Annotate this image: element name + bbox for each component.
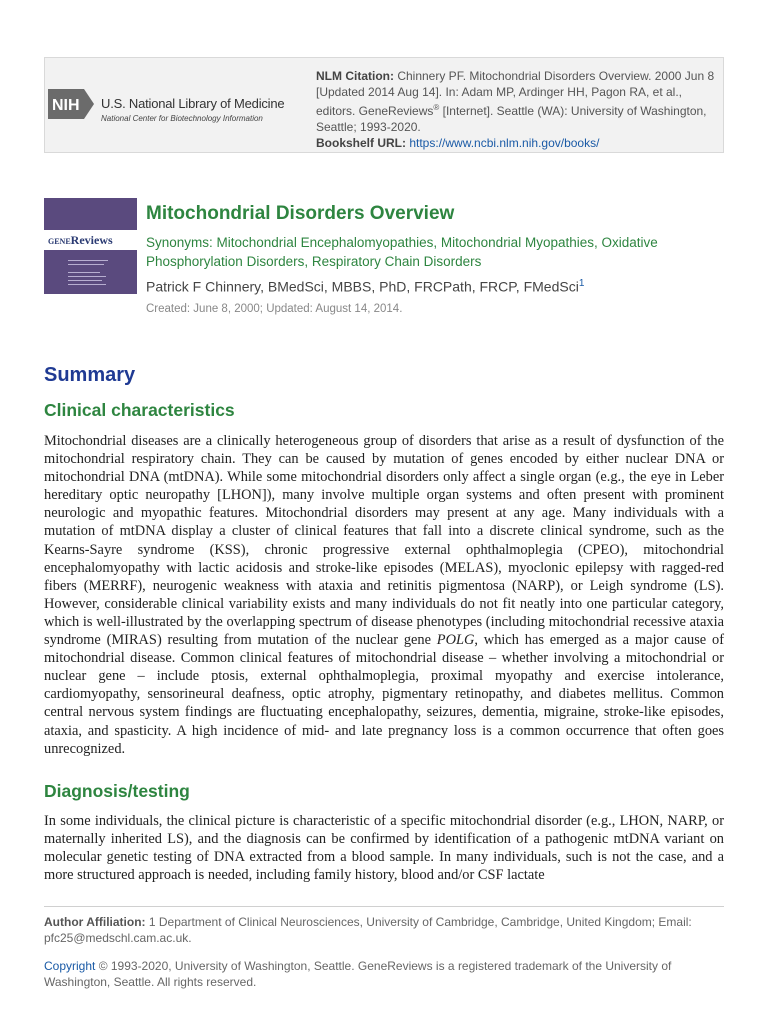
cover-line: [68, 272, 100, 273]
cover-gene: GENE: [48, 237, 71, 246]
author-names: Patrick F Chinnery, BMedSci, MBBS, PhD, FRCPath, FRCP, FMedSci: [146, 278, 579, 295]
org-subtitle: National Center for Biotechnology Information: [101, 114, 263, 123]
cover-line: [68, 264, 104, 265]
summary-heading: Summary: [44, 364, 136, 386]
cover-title: [48, 233, 113, 248]
copyright-link[interactable]: Copyright: [44, 959, 96, 973]
cover-line: [68, 284, 106, 285]
synonyms: Synonyms: Mitochondrial Encephalomyopathies, Mitochondrial Myopathies, Oxidative Phosphorylation Disorders, Respiratory Chain Disorders: [146, 235, 658, 269]
citation-body-1: Chinnery PF. Mitochondrial Disorders Overview. 2000 Jun 8 [Updated 2014 Aug 14]. In: Adam MP, Ardinger HH, Pagon RA, et al., editors. GeneReviews: [316, 69, 715, 118]
authors: [146, 278, 584, 295]
cover-line: [68, 276, 106, 277]
clinical-text-part-2: , which has emerged as a major cause of mitochondrial disease. Common clinical features of mitochondrial disease – whether involving a mitochondrial or nuclear gene – include ptosis, external ophthalmoplegia, proximal myopathy and exercise intolerance, cardiomyopathy, sensorineural deafness, optic atrophy, pigmentary retinopathy, and diabetes mellitus. Common central nervous system findings are fluctuating encephalopathy, seizures, dementia, migraine, stroke-like episodes, ataxia, and spasticity. A high incidence of mid- and late pregnancy loss is a common occurrence that often goes unrecognized.: [44, 632, 724, 757]
author-affiliation: [44, 914, 724, 946]
cover-reviews: Reviews: [70, 233, 113, 247]
citation-text: [316, 68, 721, 151]
gene-name: POLG: [436, 632, 475, 649]
citation-box: [44, 57, 724, 153]
diagnosis-testing-text: In some individuals, the clinical picture is characteristic of a specific mitochondrial disorder (e.g., LHON, NARP, or maternally inherited LS), and the diagnosis can be confirmed by identification of a pathogenic mtDNA variant on molecular genetic testing of DNA extracted from a blood sample. In many individuals, such is not the case, and a more structured approach is needed, including family history, blood and/or CSF lactate: [44, 813, 724, 884]
nih-logo-text: NIH: [52, 97, 80, 114]
genereviews-cover: [44, 198, 137, 294]
affiliation-text: 1 Department of Clinical Neurosciences, University of Cambridge, Cambridge, United Kingdom; Email: pfc25@medschl.cam.ac.uk.: [44, 915, 692, 945]
citation-body-2: [Internet]. Seattle (WA): University of Washington, Seattle; 1993-2020.: [316, 104, 707, 134]
affiliation-link[interactable]: 1: [578, 278, 585, 289]
footer-divider: [44, 906, 724, 907]
org-name: U.S. National Library of Medicine: [101, 96, 285, 111]
cover-line: [68, 260, 108, 261]
bookshelf-label: Bookshelf URL:: [316, 136, 406, 150]
document-title: Mitochondrial Disorders Overview: [146, 203, 455, 224]
citation-label: NLM Citation:: [316, 69, 394, 83]
copyright-text: © 1993-2020, University of Washington, Seattle. GeneReviews is a registered trademark of the University of Washington, Seattle. All rights reserved.: [44, 959, 672, 989]
cover-line: [68, 280, 102, 281]
diagnosis-testing-heading: Diagnosis/testing: [44, 781, 190, 801]
clinical-text-part-1: Mitochondrial diseases are a clinically heterogeneous group of disorders that arise as a result of dysfunction of the mitochondrial respiratory chain. They can be caused by mutation of genes encoded by either nuclear DNA or mitochondrial DNA (mtDNA). While some mitochondrial disorders only affect a single organ (e.g., the eye in Leber hereditary optic neuropathy [LHON]), many involve multiple organ systems and often present with prominent neurologic and myopathic features. Mitochondrial disorders may present at any age. Many individuals with a mutation of mtDNA display a cluster of clinical features that fall into a discrete clinical syndrome, such as the Kearns-Sayre syndrome (KSS), chronic progressive external ophthalmoplegia (CPEO), mitochondrial encephalomyopathy with lactic acidosis and stroke-like episodes (MELAS), myoclonic epilepsy with ragged-red fibers (MERRF), neurogenic weakness with ataxia and retinitis pigmentosa (NARP), or Leigh syndrome (LS). However, considerable clinical variability exists and many individuals do not fit neatly into one particular category, which is well-illustrated by the overlapping spectrum of disease phenotypes (including mitochondrial recessive ataxia syndrome (MIRAS) resulting from mutation of the nuclear gene: [44, 433, 724, 649]
bookshelf-url-link[interactable]: https://www.ncbi.nlm.nih.gov/books/: [409, 136, 600, 150]
affiliation-label: Author Affiliation:: [44, 915, 146, 929]
clinical-characteristics-text: [44, 432, 724, 758]
registered-mark: ®: [433, 103, 440, 112]
clinical-characteristics-heading: Clinical characteristics: [44, 400, 235, 420]
nih-logo: [48, 87, 94, 121]
dates: Created: June 8, 2000; Updated: August 14, 2014.: [146, 303, 403, 315]
copyright-notice: [44, 958, 724, 990]
